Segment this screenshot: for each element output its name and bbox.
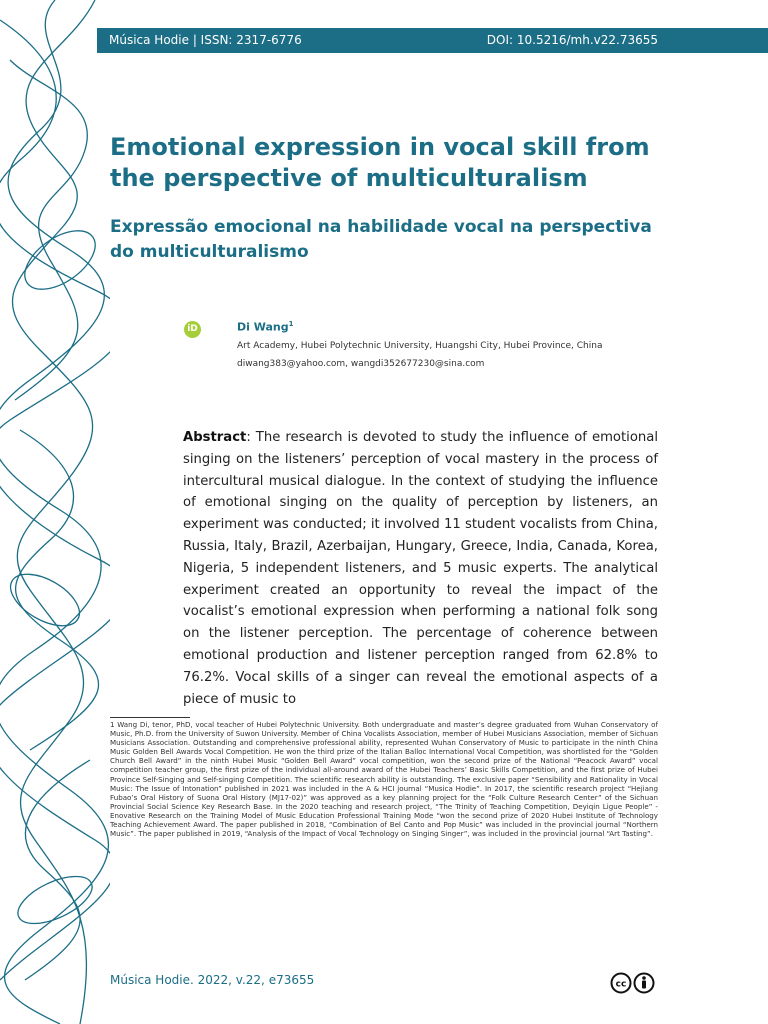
author-name-text: Di Wang bbox=[237, 320, 289, 334]
journal-issn: Música Hodie | ISSN: 2317-6776 bbox=[109, 33, 302, 47]
author-name bbox=[237, 320, 293, 334]
author-emails[interactable]: diwang383@yahoo.com, wangdi352677230@sina.com bbox=[237, 359, 485, 369]
journal-header-bar bbox=[97, 28, 768, 53]
decorative-line-pattern bbox=[0, 0, 110, 1024]
abstract-text: : The research is devoted to study the influence of emotional singing on the listeners’ perception of vocal mastery in the process of intercultural musical dialogue. In the context of studying the influence of emotional singing on the quality of perception by listeners, an experiment was conducted; it involved 11 student vocalists from China, Russia, Italy, Brazil, Azerbaijan, Hungary, Greece, India, Canada, Korea, Nigeria, 5 independent listeners, and 5 music experts. The analytical experiment created an opportunity to reveal the impact of the vocalist’s emotional expression when performing a national folk song on the listener perception. The percentage of coherence between emotional production and listener perception ranged from 62.8% to 76.2%. Vocal skills of a singer can reveal the emotional aspects of a piece of music to bbox=[183, 430, 658, 707]
journal-citation: Música Hodie. 2022, v.22, e73655 bbox=[110, 973, 315, 987]
author-footnote-marker[interactable]: 1 bbox=[288, 320, 294, 328]
author-footnote: 1 Wang Di, tenor, PhD, vocal teacher of Hubei Polytechnic University. Both undergraduate and master’s degree graduated from Wuhan Conservatory of Music, Ph.D. from the University of Suwon University. Member of China Vocalists Association, member of Hubei Musicians Association, member of Sichuan Musicians Association. Outstanding and comprehensive professional ability, represented Wuhan Conservatory of Music to participate in the ninth China Music Golden Bell Awards Vocal Competition. He won the third prize of the Italian Balloc International Vocal Competition, was shortlisted for the “Golden Church Bell Award” in the ninth Hubei Music “Golden Bell Award” vocal competition, won the second prize of the National “Peacock Award” vocal competition teacher group, the first prize of the individual all-around award of the Hubei Teachers’ Basic Skills Competition, and the first prize of Hubei Province Self-Singing and Self-singing Competition. The scientific research ability is outstanding. The exclusive paper “Sensibility and Rationality in Vocal Music: The Issue of Intonation” published in 2021 was included in the A & HCI journal “Musica Hodie”. In 2017, the scientific research project “Hejiang Fubao’s Oral History of Suona Oral History (MJ17-02)” was approved as a key planning project for the “Folk Culture Research Center” of the Sichuan Provincial Social Science Key Research Base. In the 2020 teaching and research project, “The Trinity of Teaching Competition, Deyiqin Ligue People” - Enovative Research on the Training Model of Music Education Professional Training Mode “won the second prize of 2020 Hubei Institute of Technology Teaching Achievement Award. The paper published in 2018, “Combination of Bel Canto and Pop Music” was included in the provincial journal “Northern Music”. The paper published in 2019, “Analysis of the Impact of Vocal Technology on Singing Singer”, was included in the provincial journal “Art Tasting”. bbox=[110, 720, 658, 839]
article-subtitle: Expressão emocional na habilidade vocal na perspectiva do multiculturalismo bbox=[110, 217, 652, 262]
author-affiliation: Art Academy, Hubei Polytechnic University, Huangshi City, Hubei Province, China bbox=[237, 341, 603, 351]
cc-by-license-icon[interactable] bbox=[610, 972, 656, 994]
abstract bbox=[183, 427, 658, 710]
orcid-icon[interactable]: iD bbox=[184, 321, 201, 338]
cc-license-label: cc bbox=[615, 979, 627, 990]
footnote-divider bbox=[110, 717, 190, 718]
doi-link[interactable]: DOI: 10.5216/mh.v22.73655 bbox=[486, 33, 658, 47]
abstract-label: Abstract bbox=[183, 430, 247, 445]
article-title: Emotional expression in vocal skill from the perspective of multiculturalism bbox=[110, 133, 650, 192]
